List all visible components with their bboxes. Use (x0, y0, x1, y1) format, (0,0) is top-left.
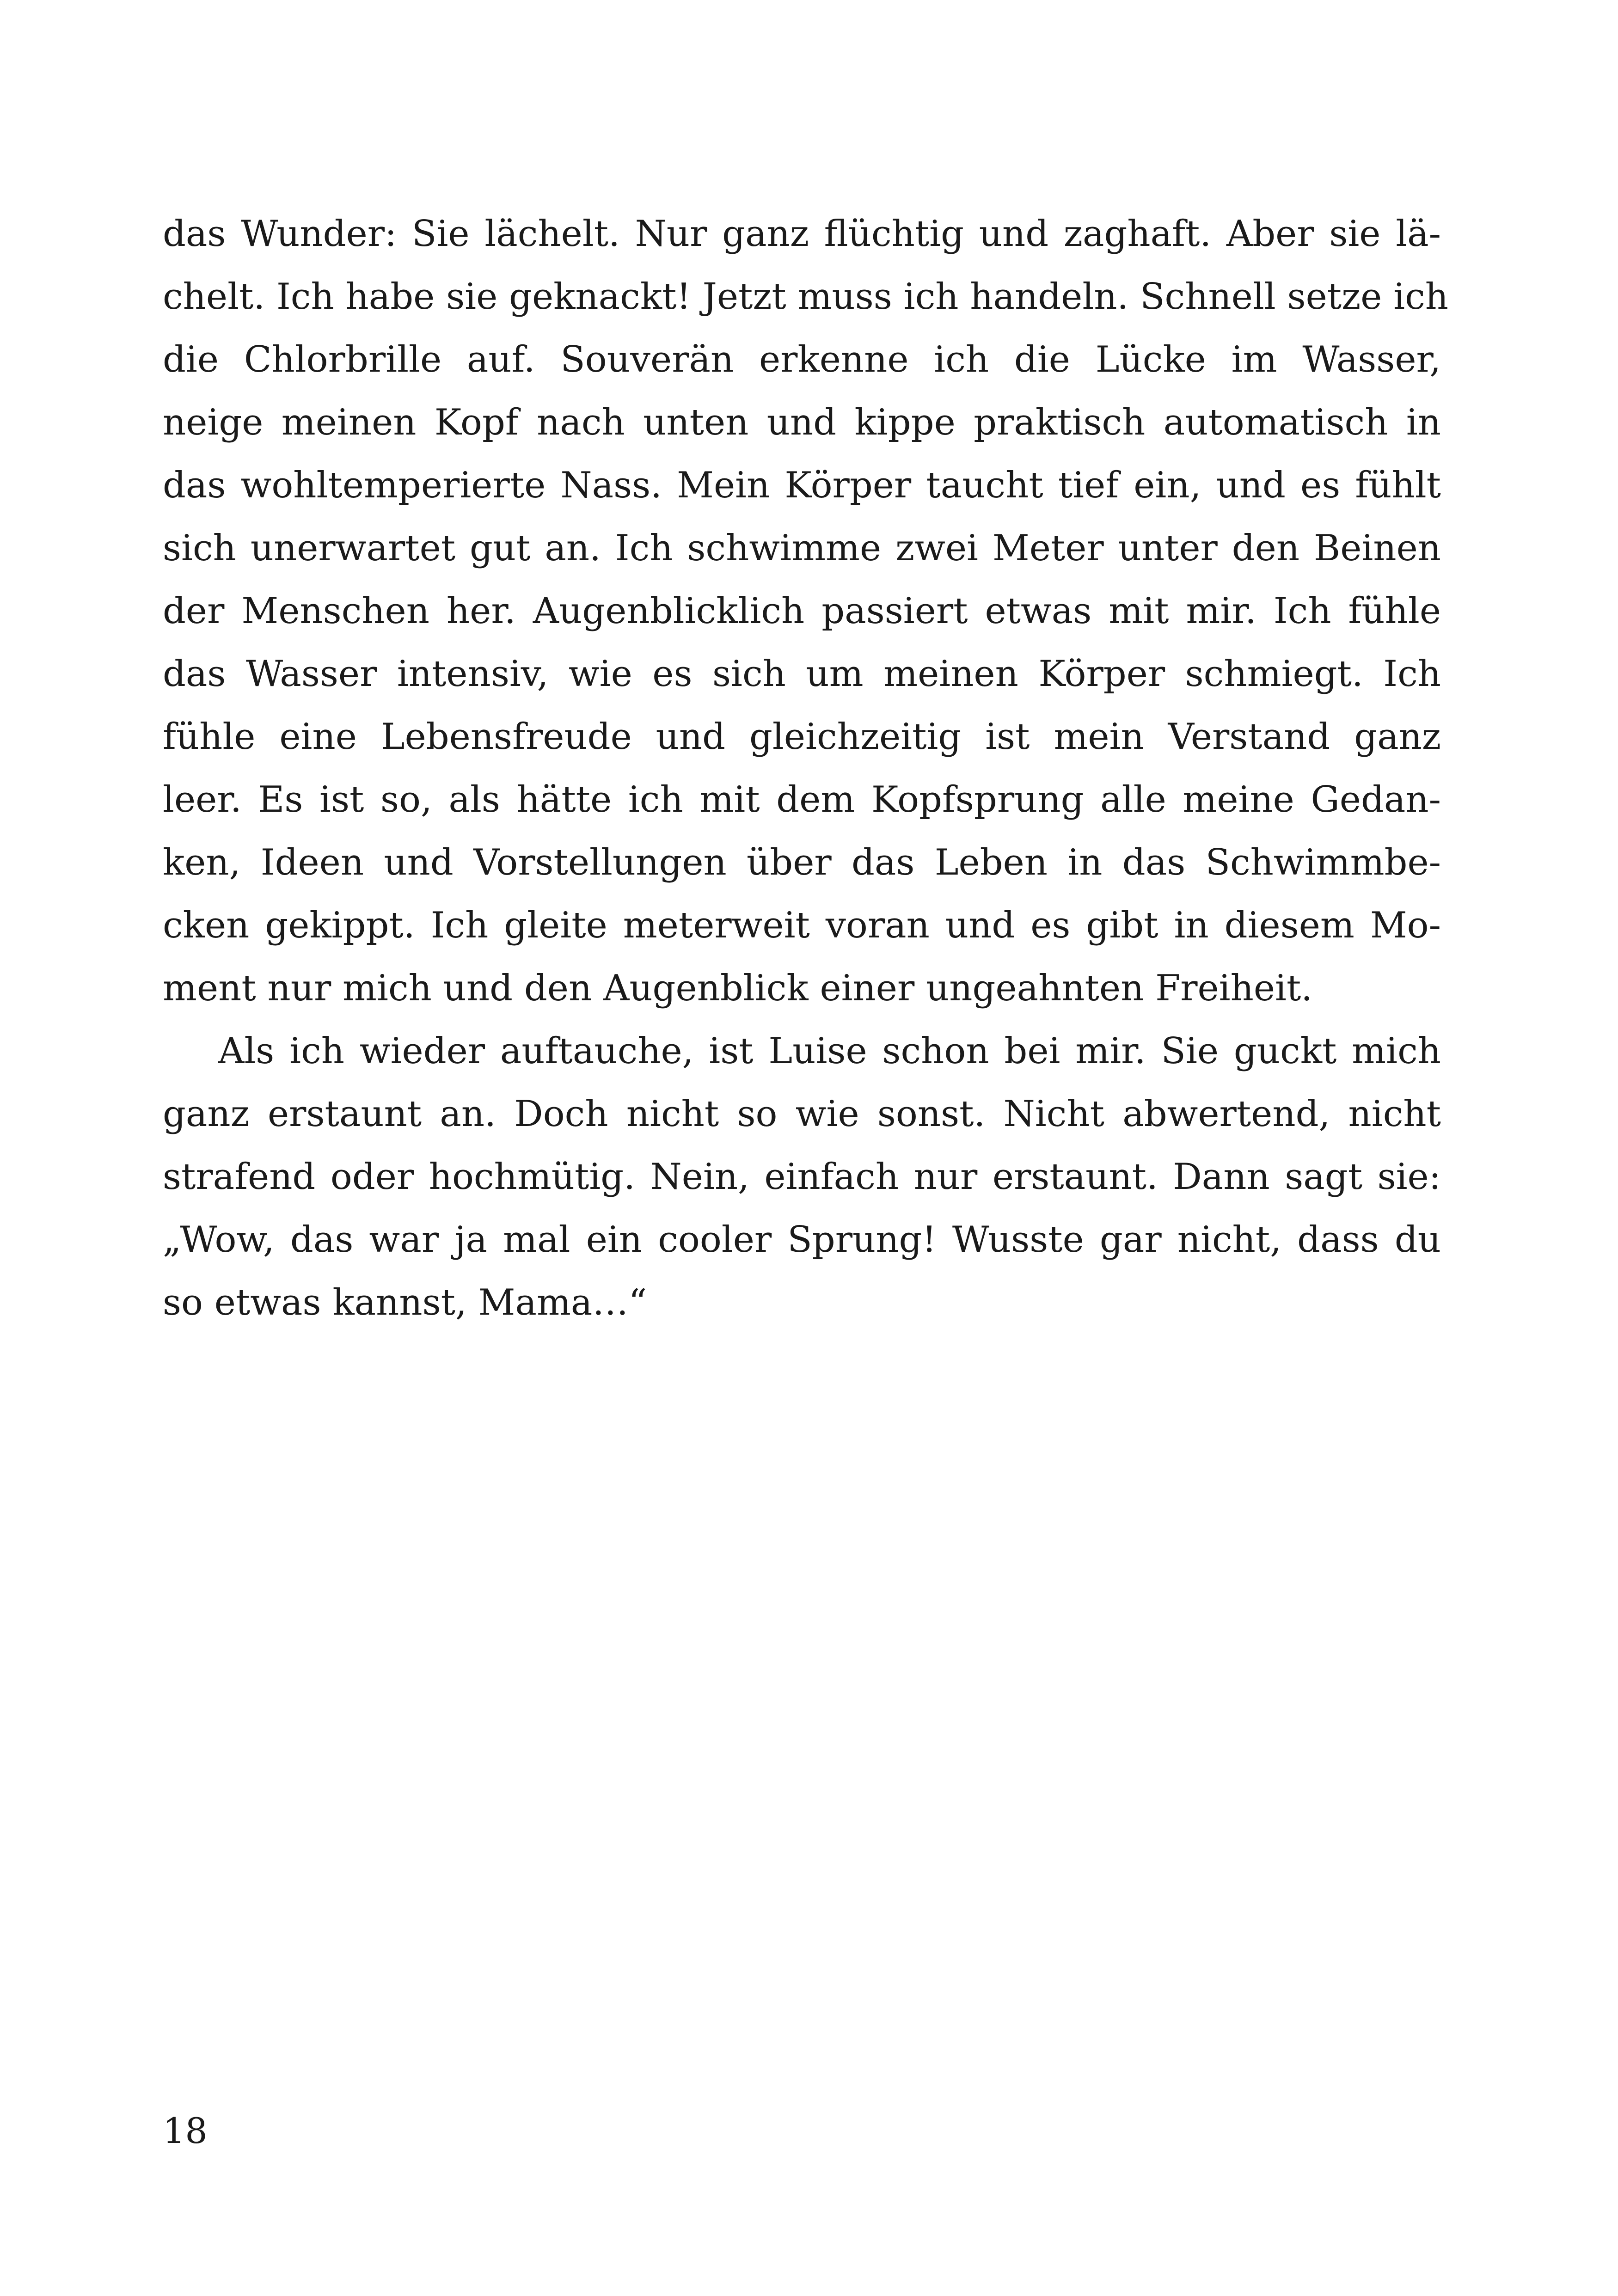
text-line: der Menschen her. Augenblicklich passiert etwas mit mir. Ich fühle (163, 590, 1441, 632)
text-line: das wohltemperierte Nass. Mein Körper taucht tief ein, und es fühlt (163, 465, 1441, 506)
text-line: so etwas kannst, Mama…“ (163, 1282, 647, 1323)
text-line: das Wunder: Sie lächelt. Nur ganz flüchtig und zaghaft. Aber sie lä- (163, 213, 1441, 255)
text-line: leer. Es ist so, als hätte ich mit dem Kopfsprung alle meine Gedan- (163, 779, 1441, 820)
text-line: chelt. Ich habe sie geknackt! Jetzt muss ich handeln. Schnell setze ich (163, 276, 1448, 318)
body-text (163, 202, 1448, 1334)
text-line: das Wasser intensiv, wie es sich um meinen Körper schmiegt. Ich (163, 653, 1441, 695)
text-line: „Wow, das war ja mal ein cooler Sprung! Wusste gar nicht, dass du (163, 1219, 1441, 1261)
text-line: strafend oder hochmütig. Nein, einfach nur erstaunt. Dann sagt sie: (163, 1156, 1441, 1198)
page-number: 18 (163, 2110, 208, 2151)
text-line: die Chlorbrille auf. Souverän erkenne ich die Lücke im Wasser, (163, 339, 1441, 380)
paragraph-1 (163, 202, 1448, 1020)
text-line: neige meinen Kopf nach unten und kippe praktisch automatisch in (163, 402, 1441, 443)
paragraph-2 (163, 1020, 1441, 1334)
text-line: ment nur mich und den Augenblick einer ungeahnten Freiheit. (163, 967, 1313, 1009)
text-line: cken gekippt. Ich gleite meterweit voran und es gibt in diesem Mo- (163, 905, 1441, 946)
text-line: sich unerwartet gut an. Ich schwimme zwei Meter unter den Beinen (163, 527, 1441, 569)
text-line: Als ich wieder auftauche, ist Luise schon bei mir. Sie guckt mich (218, 1030, 1441, 1072)
text-line: fühle eine Lebensfreude und gleichzeitig ist mein Verstand ganz (163, 716, 1441, 758)
text-line: ganz erstaunt an. Doch nicht so wie sonst. Nicht abwertend, nicht (163, 1093, 1441, 1135)
text-line: ken, Ideen und Vorstellungen über das Leben in das Schwimmbe- (163, 842, 1441, 883)
